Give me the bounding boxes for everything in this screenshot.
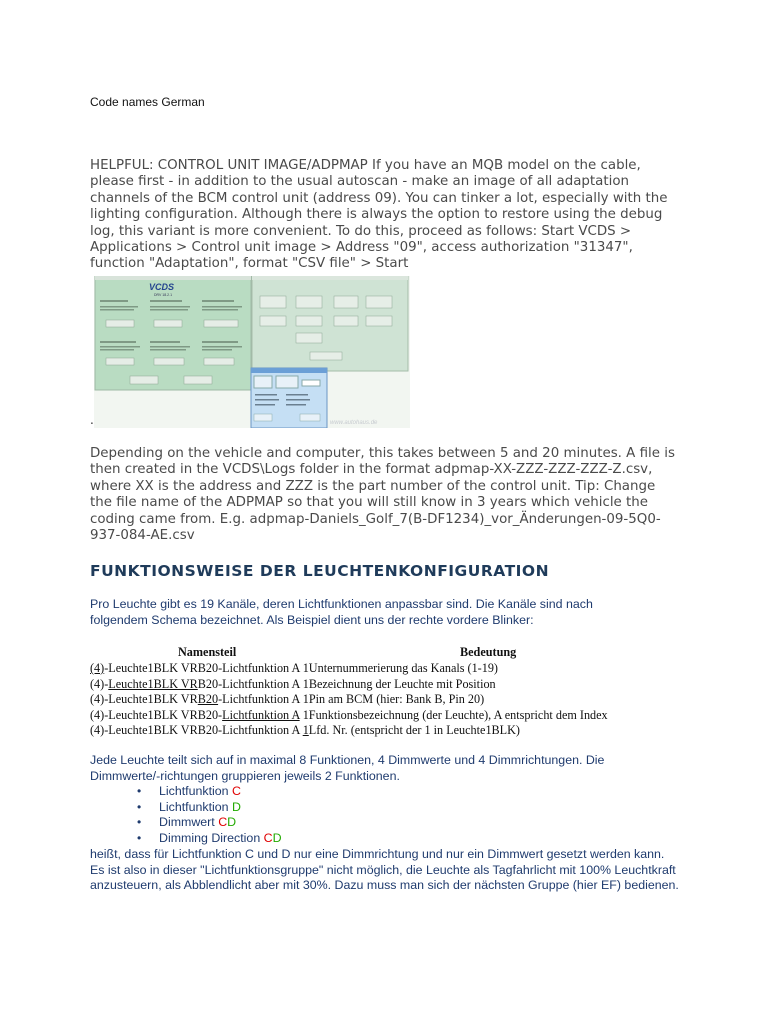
list-item: • Dimmwert CD (90, 815, 282, 831)
table-header-name: Namensteil (178, 645, 237, 659)
vcds-logo: VCDS (149, 282, 175, 292)
table-row: (4)-Leuchte1BLK VRB20-Lichtfunktion A 1Bezeichnung der Leuchte mit Position (90, 676, 496, 691)
function-group-list (90, 784, 282, 846)
functions-paragraph: Jede Leuchte teilt sich auf in maximal 8 Funktionen, 4 Dimmwerte und 4 Dimmrichtungen. Die Dimmwerte/-richtungen gruppieren jeweils 2 Funktionen. (90, 753, 605, 783)
table-row: (4)-Leuchte1BLK VRB20-Lichtfunktion A 1Funktionsbezeichnung (der Leuchte), A entspricht dem Index (90, 707, 608, 722)
table-row: (4)-Leuchte1BLK VRB20-Lichtfunktion A 1Pin am BCM (hier: Bank B, Pin 20) (90, 692, 485, 706)
limitation-paragraph: heißt, dass für Lichtfunktion C und D nur eine Dimmrichtung und nur ein Dimmwert gesetzt werden kann. Es ist also in dieser "Lichtfunktionsgruppe" nicht möglich, die Leuchte als Tagfahrlicht mit 100% Leuchtkraft anzusteuern, als Abblendlicht aber mit 30%. Dazu muss man sich der nächsten Gruppe (hier EF) bedienen. (90, 847, 679, 893)
list-item: • Lichtfunktion C (90, 784, 282, 800)
list-item: • Lichtfunktion D (90, 800, 282, 816)
vcds-version: DRV 18.2.1 (154, 293, 173, 297)
vcds-screenshot-image (94, 276, 410, 428)
table-header-meaning: Bedeutung (460, 645, 517, 659)
screenshot-watermark: www.autohaus.de (330, 420, 378, 426)
adpmap-paragraph: Depending on the vehicle and computer, this takes between 5 and 20 minutes. A file is then created in the VCDS\Logs folder in the format adpmap-XX-ZZZ-ZZZ-ZZZ-Z.csv, where XX is the address and ZZZ is the part number of the control unit. Tip: Change the file name of the ADPMAP so that you will still know in 3 years which vehicle the coding came from. E.g. adpmap-Daniels_Golf_7(B-DF1234)_vor_Änderungen-09-5Q0-937-084-AE.csv (90, 446, 675, 544)
channels-paragraph: Pro Leuchte gibt es 19 Kanäle, deren Lichtfunktionen anpassbar sind. Die Kanäle sind nach folgendem Schema bezeichnet. Als Beispiel dient uns der rechte vordere Blinker: (90, 597, 593, 627)
screenshot-trailing-dot: . (90, 413, 94, 427)
table-row: (4)-Leuchte1BLK VRB20-Lichtfunktion A 1Lfd. Nr. (entspricht der 1 in Leuchte1BLK) (90, 723, 520, 737)
list-item: • Dimming Direction CD (90, 831, 282, 847)
intro-paragraph: HELPFUL: CONTROL UNIT IMAGE/ADPMAP If you have an MQB model on the cable, please first - in addition to the usual autoscan - make an image of all adaptation channels of the BCM control unit (address 09). You can tinker a lot, especially with the lighting configuration. Although there is always the option to restore using the debug log, this variant is more convenient. To do this, proceed as follows: Start VCDS > Applications > Control unit image > Address "09", access authorization "31347", function "Adaptation", format "CSV file" > Start (90, 158, 668, 272)
table-row: (4)-Leuchte1BLK VRB20-Lichtfunktion A 1Unternummerierung das Kanals (1-19) (90, 661, 498, 675)
document-title: Code names German (90, 95, 205, 109)
section-heading: FUNKTIONSWEISE DER LEUCHTENKONFIGURATION (90, 562, 550, 580)
